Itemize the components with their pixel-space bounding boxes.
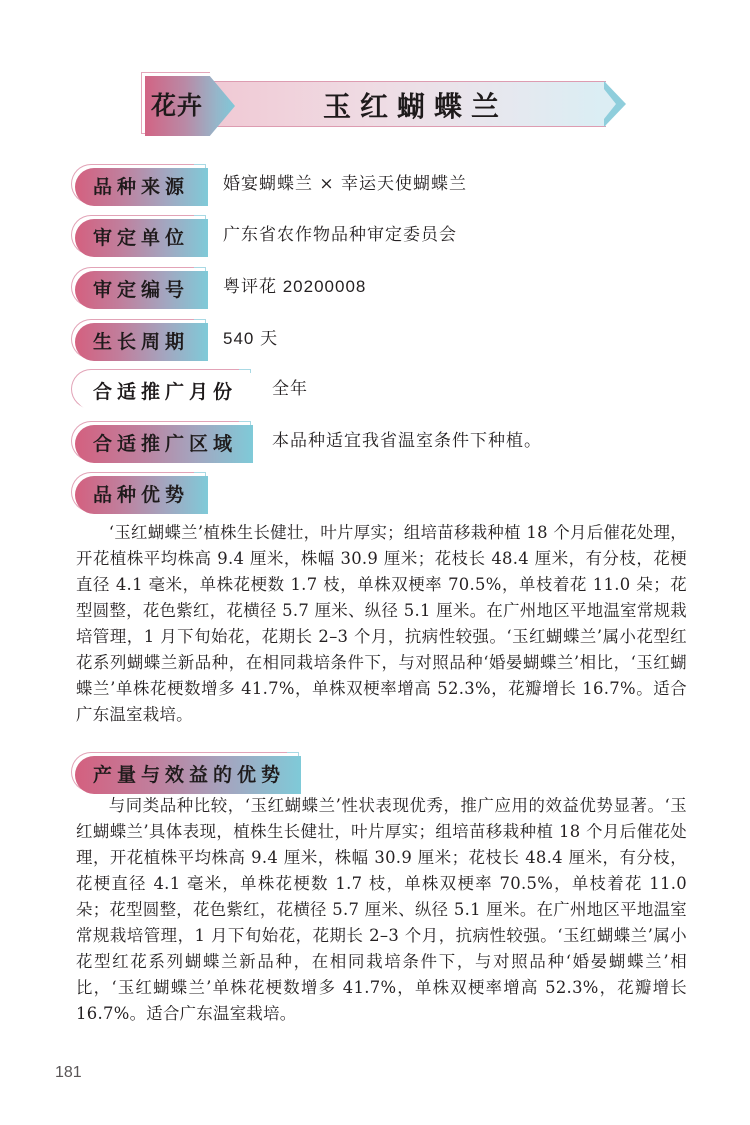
field-value: 粤评花 20200008 [223, 277, 367, 296]
field-value: 本品种适宜我省温室条件下种植。 [272, 431, 542, 451]
page-number: 181 [55, 1064, 82, 1081]
category-label: 花卉 [151, 91, 204, 120]
field-label: 审定单位 [75, 219, 208, 257]
section-heading-yield-benefit [0, 752, 750, 796]
section-heading: 品种优势 [75, 476, 208, 514]
field-row-approval-unit [0, 215, 750, 259]
field-label: 生长周期 [75, 323, 208, 361]
field-label: 合适推广区域 [75, 425, 253, 463]
banner-arrow-tip-inner [600, 84, 616, 124]
section-heading: 产量与效益的优势 [75, 756, 301, 794]
field-label: 品种来源 [75, 168, 208, 206]
field-row-growth-cycle [0, 319, 750, 363]
field-value: 广东省农作物品种审定委员会 [223, 225, 457, 245]
field-label: 审定编号 [75, 271, 208, 309]
variety-title: 玉红蝴蝶兰 [323, 90, 509, 123]
field-value: 540 天 [223, 329, 279, 348]
section-heading-variety-advantage [0, 472, 750, 516]
field-row-approval-number [0, 267, 750, 311]
field-value: 全年 [272, 379, 308, 399]
field-row-promotion-region [0, 421, 750, 465]
field-row-promotion-months [0, 369, 750, 413]
title-banner [141, 72, 621, 134]
field-label: 合适推广月份 [75, 373, 253, 411]
section-body-variety-advantage: ‘玉红蝴蝶兰’植株生长健壮，叶片厚实；组培苗移栽种植 18 个月后催花处理，开花植株平均株高 9.4 厘米，株幅 30.9 厘米；花枝长 48.4 厘米，有分枝，花梗直径 4.1 毫米，单株花梗数 1.7 枝，单株双梗率 70.5%，单枝着花 11.0 朵；花型圆整，花色紫红，花横径 5.7 厘米、纵径 5.1 厘米。在广州地区平地温室常规栽培管理，1 月下旬始花，花期长 2–3 个月，抗病性较强。‘玉红蝴蝶兰’属小花型红花系列蝴蝶兰新品种，在相同栽培条件下，与对照品种‘婚晏蝴蝶兰’相比，‘玉红蝴蝶兰’单株花梗数增多 41.7%，单株双梗率增高 52.3%，花瓣增长 16.7%。适合广东温室栽培。 [76, 523, 687, 724]
field-row-source [0, 164, 750, 208]
field-value: 婚宴蝴蝶兰 × 幸运天使蝴蝶兰 [223, 174, 468, 194]
section-body-yield-benefit: 与同类品种比较，‘玉红蝴蝶兰’性状表现优秀，推广应用的效益优势显著。‘玉红蝴蝶兰’具体表现，植株生长健壮，叶片厚实；组培苗移栽种植 18 个月后催花处理，开花植株平均株高 9.4 厘米，株幅 30.9 厘米；花枝长 48.4 厘米，有分枝，花梗直径 4.1 毫米，单株花梗数 1.7 枝，单株双梗率 70.5%，单枝着花 11.0 朵；花型圆整，花色紫红，花横径 5.7 厘米、纵径 5.1 厘米。在广州地区平地温室常规栽培管理，1 月下旬始花，花期长 2–3 个月，抗病性较强。‘玉红蝴蝶兰’属小花型红花系列蝴蝶兰新品种，在相同栽培条件下，与对照品种‘婚晏蝴蝶兰’相比，‘玉红蝴蝶兰’单株花梗数增多 41.7%，单株双梗率增高 52.3%，花瓣增长 16.7%。适合广东温室栽培。 [76, 796, 687, 1023]
